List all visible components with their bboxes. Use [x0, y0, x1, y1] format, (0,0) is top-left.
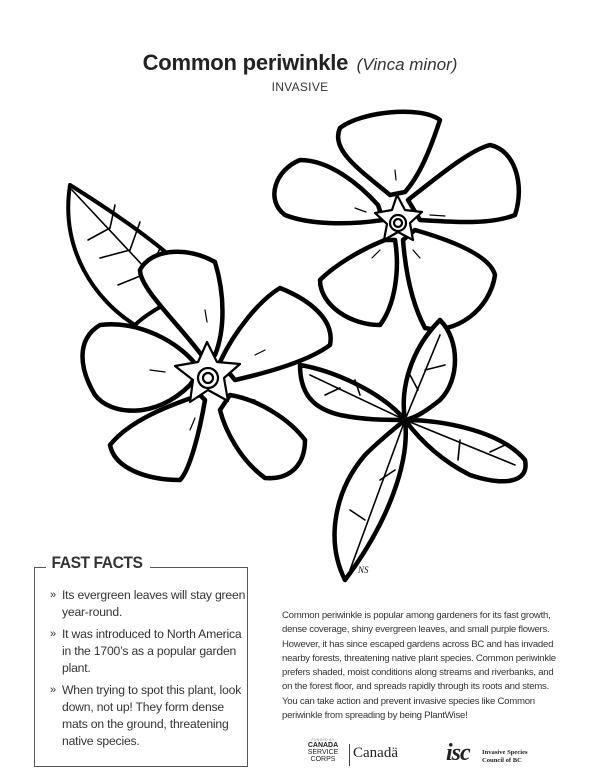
description-paragraph: Common periwinkle is popular among gardeners for its fast growth, dense coverage, shiny evergreen leaves, and small purple flowers. However, it has since escaped gardens across BC and has invaded nearby forests, threatening native plant species. Common periwinkle prefers shaded, moist conditions along streams and riverbanks, and on the forest floor, and spreads rapidly through its roots and stems. You can take action and prevent invasive species like Common periwinkle from spreading by being PlantWise! — [282, 610, 556, 722]
artist-signature: NS — [358, 565, 369, 575]
fast-facts-title: FAST FACTS — [46, 553, 150, 573]
fact-item: » It was introduced to North America in the 1700’s as a popular garden plant. — [50, 627, 242, 675]
common-name: Common periwinkle — [142, 50, 349, 75]
isc-logo-icon: isc — [446, 740, 470, 766]
isc-logo-text: Invasive Species Council of BC — [482, 749, 528, 764]
bullet-icon: » — [50, 589, 56, 601]
logo-divider — [349, 744, 350, 766]
canada-service-corps-logo: FUNDED BY CANADA SERVICE CORPS — [307, 738, 339, 763]
latin-name: (Vinca minor) — [356, 55, 458, 74]
leaf-icon — [300, 320, 526, 580]
fast-facts-list — [50, 587, 246, 755]
bullet-icon: » — [50, 684, 56, 696]
fact-item: » When trying to spot this plant, look down, not up! They form dense mats on the ground, threatening native species. — [50, 683, 242, 748]
bullet-icon: » — [50, 628, 56, 640]
fact-item: » Its evergreen leaves will stay green year-round. — [50, 588, 246, 619]
canada-wordmark-logo: Canadä — [353, 745, 398, 761]
status-label: INVASIVE — [271, 80, 329, 94]
flower-icon — [274, 112, 518, 329]
